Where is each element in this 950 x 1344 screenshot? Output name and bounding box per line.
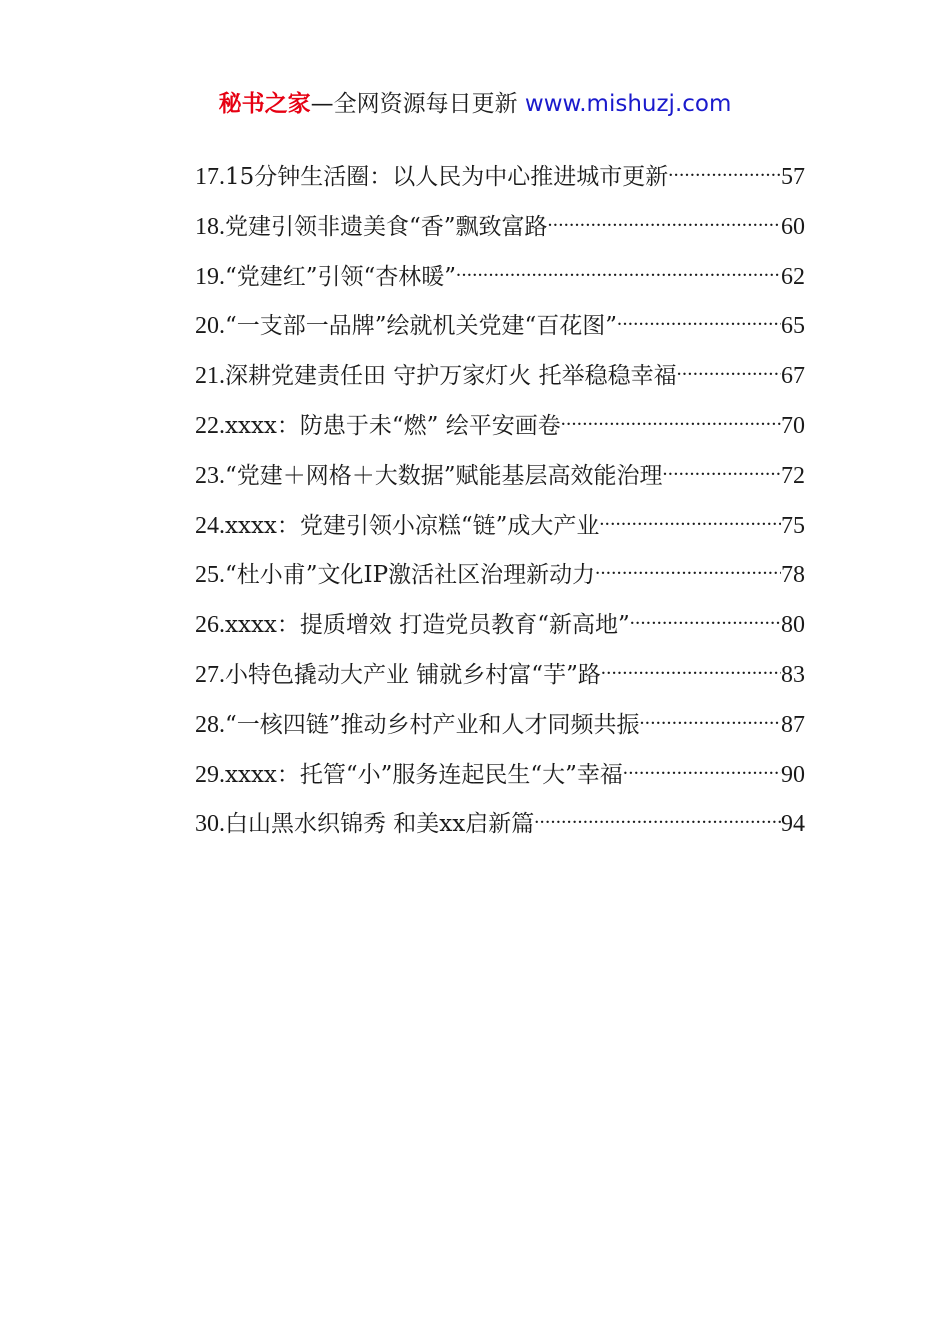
toc-entry-title: “党建＋网格＋大数据”赋能基层高效能治理 bbox=[225, 462, 663, 489]
toc-entry-number: 21. bbox=[195, 363, 225, 390]
toc-entry-number: 18. bbox=[195, 213, 225, 240]
toc-entry[interactable] bbox=[195, 148, 805, 198]
toc-entry-number: 28. bbox=[195, 711, 225, 738]
toc-entry-page-number: 83 bbox=[781, 661, 805, 688]
toc-entry-number: 23. bbox=[195, 462, 225, 489]
toc-entry-number: 19. bbox=[195, 263, 225, 290]
toc-entry-page-number: 87 bbox=[781, 711, 805, 738]
toc-dot-leader bbox=[561, 397, 781, 433]
toc-entry-page-number: 60 bbox=[781, 213, 805, 240]
toc-entry-page-number: 62 bbox=[781, 263, 805, 290]
toc-dot-leader bbox=[595, 546, 781, 582]
toc-entry[interactable] bbox=[195, 746, 805, 796]
toc-dot-leader bbox=[599, 497, 781, 533]
toc-entry-page-number: 90 bbox=[781, 761, 805, 788]
toc-entry-page-number: 57 bbox=[781, 164, 805, 190]
toc-dot-leader bbox=[630, 596, 781, 632]
toc-entry-number: 20. bbox=[195, 313, 225, 340]
toc-dot-leader bbox=[640, 696, 781, 732]
toc-entry[interactable] bbox=[195, 546, 805, 596]
toc-entry-title: 党建引领非遗美食“香”飘致富路 bbox=[225, 213, 548, 240]
toc-entry[interactable] bbox=[195, 497, 805, 547]
toc-entry[interactable] bbox=[195, 795, 805, 845]
toc-entry-number: 24. bbox=[195, 512, 225, 539]
toc-entry-title: “党建红”引领“杏林暖” bbox=[225, 263, 457, 290]
toc-entry[interactable] bbox=[195, 646, 805, 696]
toc-dot-leader bbox=[456, 248, 781, 284]
toc-entry-title: xxxx：提质增效 打造党员教育“新高地” bbox=[225, 612, 630, 639]
toc-entry-title: “一支部一品牌”绘就机关党建“百花图” bbox=[225, 313, 618, 340]
site-url-link[interactable]: www.mishuzj.com bbox=[524, 91, 732, 117]
toc-dot-leader bbox=[623, 746, 781, 782]
toc-entry[interactable] bbox=[195, 696, 805, 746]
toc-entry[interactable] bbox=[195, 347, 805, 397]
toc-dot-leader bbox=[668, 148, 781, 184]
toc-entry-number: 30. bbox=[195, 811, 225, 838]
toc-entry-number: 29. bbox=[195, 761, 225, 788]
toc-entry-number: 26. bbox=[195, 612, 225, 639]
toc-entry-page-number: 80 bbox=[781, 612, 805, 639]
toc-dot-leader bbox=[601, 646, 781, 682]
toc-entry[interactable] bbox=[195, 447, 805, 497]
toc-entry[interactable] bbox=[195, 198, 805, 248]
toc-entry-title: 深耕党建责任田 守护万家灯火 托举稳稳幸福 bbox=[225, 363, 677, 390]
toc-entry[interactable] bbox=[195, 596, 805, 646]
toc-entry-page-number: 75 bbox=[781, 512, 805, 539]
toc-dot-leader bbox=[548, 198, 781, 234]
toc-entry-title: 小特色撬动大产业 铺就乡村富“芋”路 bbox=[225, 661, 601, 688]
toc-entry-title: “杜小甫”文化IP激活社区治理新动力 bbox=[225, 562, 596, 589]
toc-entry-page-number: 65 bbox=[781, 313, 805, 340]
toc-entry-page-number: 78 bbox=[781, 562, 805, 589]
toc-entry-page-number: 72 bbox=[781, 462, 805, 489]
toc-entry[interactable] bbox=[195, 397, 805, 447]
table-of-contents bbox=[195, 148, 805, 845]
toc-entry-title: xxxx：托管“小”服务连起民生“大”幸福 bbox=[225, 761, 623, 788]
toc-entry-title: xxxx：党建引领小凉糕“链”成大产业 bbox=[225, 512, 600, 539]
toc-dot-leader bbox=[534, 795, 781, 831]
toc-entry-page-number: 67 bbox=[781, 363, 805, 390]
page-header bbox=[0, 88, 950, 120]
toc-entry-page-number: 94 bbox=[781, 811, 805, 838]
toc-entry-title: 15分钟生活圈：以人民为中心推进城市更新 bbox=[225, 164, 669, 190]
toc-entry-title: 白山黑水织锦秀 和美xx启新篇 bbox=[225, 811, 535, 838]
toc-entry-page-number: 70 bbox=[781, 412, 805, 439]
toc-entry-number: 25. bbox=[195, 562, 225, 589]
toc-entry[interactable] bbox=[195, 297, 805, 347]
brand-name: 秘书之家 bbox=[218, 91, 311, 117]
toc-dot-leader bbox=[677, 347, 781, 383]
header-slogan: —全网资源每日更新 bbox=[310, 91, 525, 117]
toc-dot-leader bbox=[663, 447, 781, 483]
toc-entry[interactable] bbox=[195, 248, 805, 298]
toc-dot-leader bbox=[617, 297, 781, 333]
toc-entry-number: 22. bbox=[195, 412, 225, 439]
toc-entry-title: “一核四链”推动乡村产业和人才同频共振 bbox=[225, 711, 640, 738]
toc-entry-number: 17. bbox=[195, 164, 225, 190]
toc-entry-number: 27. bbox=[195, 661, 225, 688]
toc-entry-title: xxxx：防患于未“燃” 绘平安画卷 bbox=[225, 412, 561, 439]
